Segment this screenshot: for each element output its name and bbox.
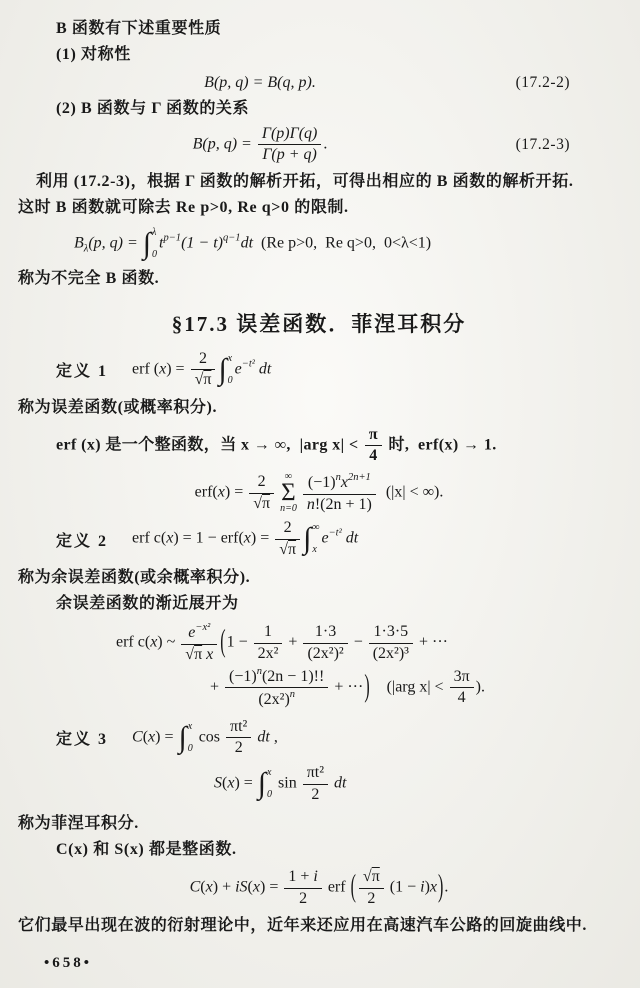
equation-erf-series <box>18 472 620 514</box>
equation-fresnel-erf-relation <box>18 868 620 908</box>
formula-fresnel-c-integral: C(x) = ∫ x 0 cos $\frac{\text{πt²}}{2}$ dt , <box>132 717 278 757</box>
formula-erf-entire-function: erf (x) 是一个整函数，当 x → ∞, |arg x| < $\frac{\pi}{4}$ 时, erf(x) → 1. <box>56 425 497 464</box>
text-erf-caption: 称为误差函数(或概率积分). <box>18 398 218 416</box>
text-incomplete-beta-caption: 称为不完全 B 函数. <box>18 269 160 287</box>
equation-number-17-2-3: (17.2-3) <box>515 135 570 153</box>
formula-beta-gamma-relation: B(p, q) = $\frac{\Gamma(p)\Gamma(q)}{\Gamma(p + q)}$ . <box>192 125 328 164</box>
text-fresnel-caption: 称为菲涅耳积分. <box>18 815 139 833</box>
equation-fresnel-s-integral <box>18 764 620 804</box>
equation-beta-gamma-relation <box>18 125 620 165</box>
text-erfc-caption: 称为余误差函数(或余概率积分). <box>18 569 251 587</box>
text-asymptotic-intro: 余误差函数的渐近展开为 <box>56 595 239 613</box>
formula-erf-definition: erf (x) = $\frac{2}{√\pi}$ ∫ x 0 $e^{-t^2}$ dt <box>132 349 272 389</box>
text-symmetry-property-label: (1) 对称性 <box>56 46 131 63</box>
equation-erfc-asymptotic-line1 <box>18 622 620 664</box>
definition-3-label: 定义 3 <box>56 731 109 749</box>
text-fresnel-entire-functions: C(x) 和 S(x) 都是整函数. <box>56 841 237 859</box>
statement-erf-entire-function <box>18 426 620 466</box>
equation-beta-symmetry <box>18 73 620 93</box>
formula-incomplete-beta: $B_\lambda(p$, q) = ∫ λ 0 $t^{p-1}(1 - t)^{q-1}dt$ (Re p>0, Re q>0, 0<λ<1) <box>74 226 432 260</box>
equation-number-17-2-2: (17.2-2) <box>515 74 570 91</box>
formula-erfc-asymptotic-line2: + $\frac{(-1)^n(2n - 1)!!}{(2x^2)^n}$ + ···) (|arg x| < $\frac{3\pi}{4}$ ). <box>210 665 485 709</box>
definition-2-label: 定义 2 <box>56 532 109 550</box>
text-analytic-continuation-line2: 这时 B 函数就可除去 Re p>0, Re q>0 的限制. <box>18 198 349 216</box>
formula-fresnel-erf-relation: C(x) + iS(x) = $\frac{1 + i}{2}$ erf ( $\frac{√\pi}{2}$ (1 − i)x). <box>189 868 449 907</box>
text-closing-paragraph: 它们最早出现在波的衍射理论中，近年来还应用在高速汽车公路的回旋曲线中. <box>18 917 588 935</box>
text-beta-properties-intro: B 函数有下述重要性质 <box>56 20 222 37</box>
formula-fresnel-s-integral: S(x) = ∫ x 0 sin $\frac{\text{πt²}}{2}$ dt <box>214 764 347 803</box>
formula-erfc-definition: erf c(x) = 1 − erf(x) = $\frac{2}{√\pi}$ ∫ ∞ x $e^{-t^2}$ dt <box>132 519 359 558</box>
equation-erfc-asymptotic-line2 <box>18 666 620 710</box>
formula-erfc-asymptotic-line1: erf c(x) ~ $\frac{e^{-x^2}}{\text{√π x}}$ (1 − $\frac{1}{\text{2x²}}$ + $\frac{1\cdot 3}{\text{(2x²)²}}$ − $\frac{1\cdot 3\cdot 5}{\text{(2x²)³}}$ + ··· <box>116 622 448 663</box>
text-analytic-continuation-line1: 利用 (17.2-3)，根据 Γ 函数的解析开拓，可得出相应的 B 函数的解析开拓. <box>36 172 574 190</box>
text-beta-gamma-relation-label: (2) B 函数与 Γ 函数的关系 <box>56 100 250 117</box>
page-number: •658• <box>44 955 93 971</box>
definition-1-label: 定义 1 <box>56 363 109 381</box>
definition-3-row <box>18 718 620 758</box>
formula-beta-symmetry: B(p, q) = B(q, p). <box>204 74 316 91</box>
section-heading: §17.3 误差函数．菲涅耳积分 <box>171 311 467 336</box>
equation-incomplete-beta <box>18 227 620 261</box>
definition-2-row <box>18 519 620 559</box>
formula-erf-series: erf(x) = $\frac{2}{√\pi}$ ∞ Σ n=0 $\frac{(-1)^nx^{2n+1}}{n!(2n + 1)}$ (|x| < ∞). <box>194 471 444 515</box>
definition-1-row <box>18 350 620 390</box>
